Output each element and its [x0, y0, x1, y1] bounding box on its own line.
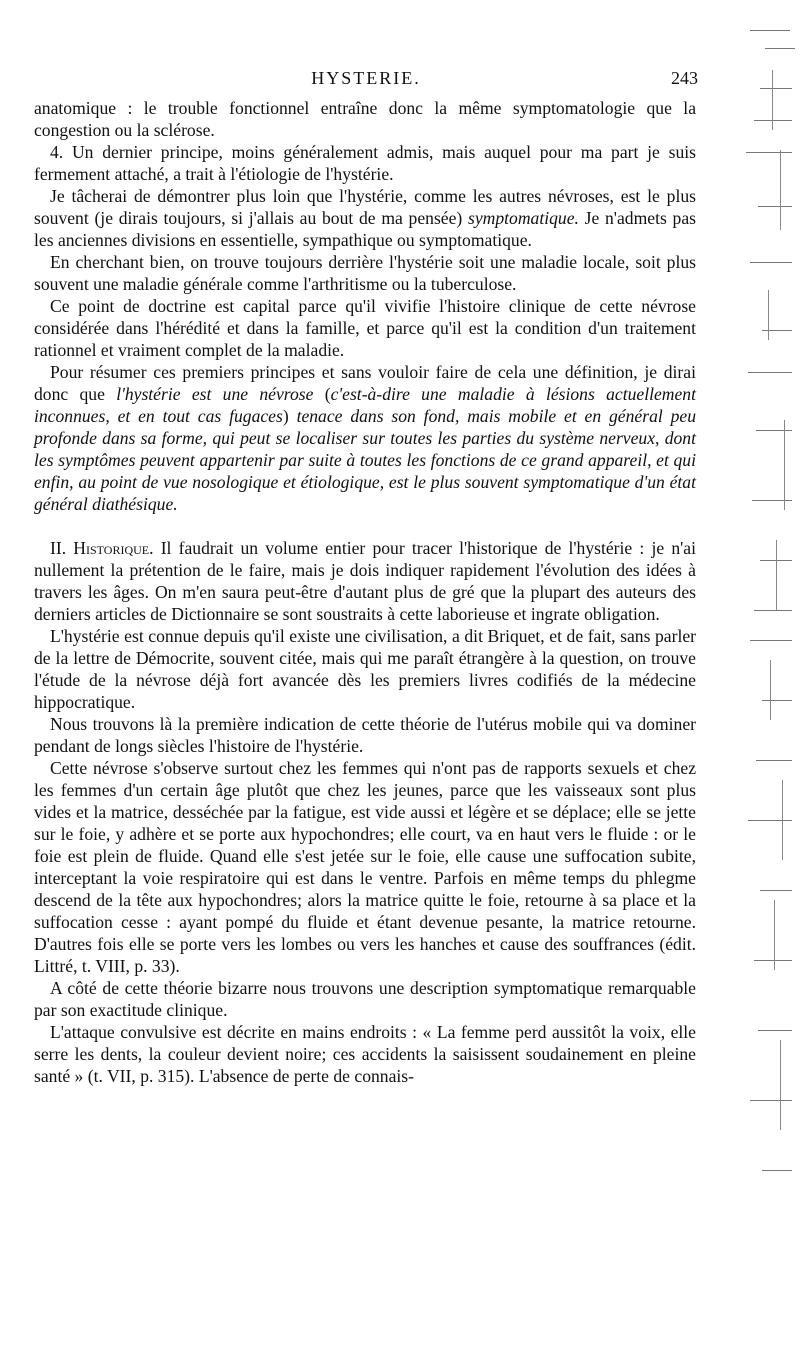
paragraph-principle-4: 4. Un dernier principe, moins généralement admis, mais auquel pour ma part je suis fermement attaché, a trait à l'étiologie de l'hystérie.	[34, 142, 696, 184]
paragraph-hippocratic-quote: Cette névrose s'observe surtout chez les femmes qui n'ont pas de rapports sexuels et chez les femmes d'un certain âge plutôt que chez les jeunes, parce que les vaisseaux sont plus vides et la matrice, desséchée par la fatigue, est vide aussi et légère et se déplace; elle se jette sur le foie, y adhère et se porte aux hypochondres; elle court, va en haut vers le fluide : or le foie est plein de fluide. Quand elle s'est jetée sur le foie, elle cause une suffocation subite, interceptant la voie respiratoire qui est dans le ventre. Parfois en même temps du phlegme descend de la tête aux hypochondres; alors la matrice quitte le foie, retourne à sa place et la suffocation cesse : ayant pompé du fluide et étant devenue pesante, la matrice retourne. D'autres fois elle se porte vers les lombes ou vers les hanches et cause des souffrances (édit. Littré, t. VIII, p. 33).	[34, 758, 696, 976]
definition-italic: c'est-à-dire une maladie à lésions actuellement inconnues, et en tout cas fugaces	[34, 384, 696, 426]
definition-italic: tenace dans son fond, mais mobile et en général peu profonde dans sa forme, qui peut se localiser sur toutes les parties du système nerveux, dont les symptômes peuvent appartenir par suite à toutes les fonctions de ce grand appareil, et qui enfin, au point de vue nosologique et étiologique, est le plus souvent symptomatique d'un état général diathésique.	[34, 406, 697, 514]
definition-italic: l'hystérie est une névrose	[116, 384, 314, 404]
paragraph-text: Je n'admets pas les anciennes divisions en essentielle, sympathique ou symptomatique.	[34, 208, 696, 250]
paragraph-text: Il faudrait un volume entier pour tracer l'historique de l'hystérie : je n'ai nullement la prétention de le faire, mais je dois indiquer rapidement l'évolution des idées à travers les âges. On m'en saura peut-être d'autant plus de gré que la plupart des auteurs des derniers articles de Dictionnaire se sont soustraits à cette laborieuse et ingrate obligation.	[34, 538, 697, 624]
paragraph-text: Pour résumer ces premiers principes et sans vouloir faire de cela une définition, je dirai donc que	[34, 362, 696, 404]
paragraph-civilisation: L'hystérie est connue depuis qu'il existe une civilisation, a dit Briquet, et de fait, sans parler de la lettre de Démocrite, souvent citée, mais qui me paraît étrangère à la question, on trouve l'étude de la névrose déjà fort avancée dès les premiers livres codifiés de la médecine hippocratique.	[34, 626, 696, 712]
page-number: 243	[671, 68, 698, 88]
scan-margin-artifacts	[710, 0, 800, 1356]
section-number: II.	[50, 538, 74, 558]
paragraph-attack: L'attaque convulsive est décrite en mains endroits : « La femme perd aussitôt la voix, elle serre les dents, la couleur devient noire; ces accidents la saisissent soudainement en pleine santé » (t. VII, p. 315). L'absence de perte de connais-	[34, 1022, 696, 1086]
paragraph-text: Je tâcherai de démontrer plus loin que l'hystérie, comme les autres névroses, est le plus souvent (je dirais toujours, si j'allais au bout de ma pensée)	[34, 186, 696, 228]
paragraph-description: A côté de cette théorie bizarre nous trouvons une description symptomatique remarquable par son exactitude clinique.	[34, 978, 696, 1020]
paragraph-definition	[34, 361, 696, 515]
paragraph-historique	[34, 537, 696, 625]
paragraph-continuation: anatomique : le trouble fonctionnel entraîne donc la même symptomatologie que la congestion ou la sclérose.	[34, 98, 696, 140]
body-text	[34, 97, 696, 1087]
paragraph-symptomatic	[34, 185, 696, 251]
running-title: HYSTERIE.	[311, 68, 421, 88]
running-head	[34, 68, 698, 94]
section-heading: Historique.	[73, 538, 154, 558]
paragraph-doctrine: Ce point de doctrine est capital parce qu'il vivifie l'histoire clinique de cette névrose considérée dans l'hérédité et dans la famille, et parce qu'il est la condition d'un traitement rationnel et vraiment complet de la maladie.	[34, 296, 696, 360]
paragraph-local-disease: En cherchant bien, on trouve toujours derrière l'hystérie soit une maladie locale, soit plus souvent une maladie générale comme l'arthritisme ou la tuberculose.	[34, 252, 696, 294]
emphasis-text: symptomatique.	[467, 208, 579, 228]
paragraph-uterus-theory: Nous trouvons là la première indication de cette théorie de l'utérus mobile qui va dominer pendant de longs siècles l'histoire de l'hystérie.	[34, 714, 696, 756]
paragraph-text: (	[313, 384, 331, 404]
paragraph-text: )	[282, 406, 297, 426]
